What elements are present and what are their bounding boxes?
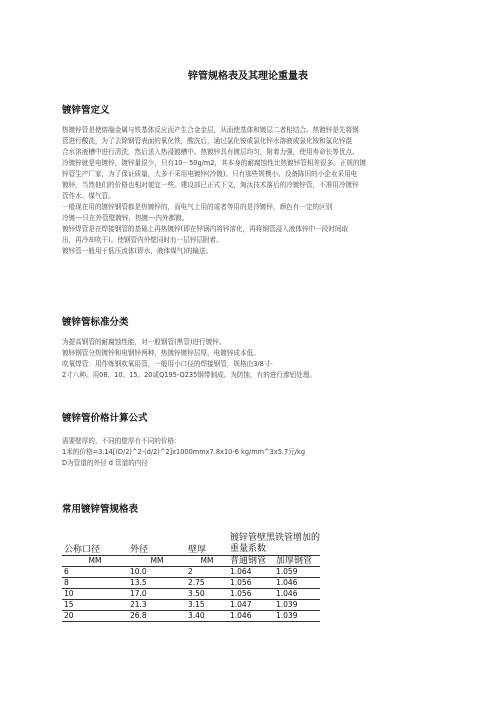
cell-thick: 1.039 [274,600,320,611]
table-unit-row [62,556,320,567]
text-line: 冷镀---只在外管壁镀锌，热镀---内外都镀。 [62,214,189,222]
text-line: 镀锌管一般用于低压流体(即水，液体煤气)的输送。 [62,247,213,255]
section-heading-spec-table: 常用镀锌管规格表 [62,504,139,515]
text-line: 1米的价格=3.14[(D/2)^2-(d/2)^2]x1000mmx7.8x10-6 kg/mm^3x5.7元/kg [62,448,306,456]
text-line: 合水溶液槽中进行清洗，然后送入热浸镀槽中。热镀锌具有镀层均匀，附着力强，使用寿命长等优点。 [62,148,359,156]
text-line: 镀锌，当然他们的价格也相对便宜一些。建设部已正式下文，淘汰技术落后的冷镀锌管，不准用冷镀锌 [62,181,359,189]
spec-table [62,533,320,622]
text-line: 一般现在用的镀锌钢管都是热镀锌的，而电气上用的或者等用的是冷镀锌，颜色有一定的区别 [62,203,333,211]
text-line: 镀锌焊管是在焊接钢管的基础上再热镀锌(即在锌锅内将锌溶化，再将钢管浸入液体锌中一段时间取 [62,225,349,233]
text-line: 管进行酸洗，为了去除钢管表面的氧化铁，酸洗后，通过氯化铵或氯化锌水溶液或氯化铵和氯化锌混 [62,137,353,145]
header-weight-coefficient: 镀锌管壁黑铁管增加的重量系数 [230,533,321,554]
cell-nominal: 10 [62,589,128,600]
header-thick-pipe: 加厚钢管 [274,556,320,567]
page-title: 锌管规格表及其理论重量表 [188,71,308,82]
unit-cell: MM [62,556,128,567]
cell-outer: 21.3 [128,600,186,611]
text-line: 冷镀锌就是电镀锌，镀锌量很少，只有10－50g/m2，其本身的耐腐蚀性比热镀锌管相差很多。正规的镀 [62,159,367,167]
unit-cell: MM [128,556,186,567]
unit-cell: MM [186,556,228,567]
cell-thick: 1.046 [274,578,320,589]
text-line: 热镀锌管是使熔融金属与铁基体反应而产生合金金层，从而使基体和镀层二者相结合。热镀锌是先将钢 [62,126,359,134]
cell-nominal: 6 [62,567,128,578]
text-line: 镀锌钢管分热镀锌和电钢锌两种，热镀锌镀锌层厚，电镀锌成本低。 [62,349,260,357]
text-line: D为管道的外径 d 管道的内径 [62,459,148,467]
cell-normal: 1.047 [228,600,274,611]
header-normal-pipe: 普通钢管 [228,556,274,567]
header-outer-diameter: 外径 [128,533,186,556]
text-line: 管作水、煤气管。 [62,192,115,200]
table-row [62,567,320,578]
cell-nominal: 15 [62,600,128,611]
text-line: 2寸八种。用08、10、15、20或Q195-Q235钢带制成。为防蚀，有的进行渗铝处理。 [62,371,316,379]
section-body-standard [62,337,438,381]
cell-wall: 3.50 [186,589,228,600]
cell-normal: 1.056 [228,589,274,600]
header-wall-thickness: 壁厚 [186,533,228,556]
cell-normal: 1.064 [228,567,274,578]
header-nominal-diameter: 公称口径 [62,533,128,556]
table-row [62,589,320,600]
cell-wall: 2 [186,567,228,578]
cell-thick: 1.046 [274,589,320,600]
cell-wall: 3.40 [186,611,228,622]
text-line: 需要壁厚的，不同的壁厚有不同的价格： [62,437,181,445]
section-body-price [62,436,438,469]
cell-outer: 17.0 [128,589,186,600]
cell-normal: 1.056 [228,578,274,589]
cell-wall: 3.15 [186,600,228,611]
table-header-row [62,533,320,556]
text-line: 为提高钢管的耐腐蚀性能，对一般钢管(黑管)进行镀锌。 [62,338,226,346]
table-row [62,611,320,622]
text-line: 吹氧焊管：用作炼钢吹氧用管，一般用小口径的焊接钢管，规格由3/8寸- [62,360,273,368]
cell-outer: 13.5 [128,578,186,589]
cell-nominal: 20 [62,611,128,622]
table-row [62,600,320,611]
cell-thick: 1.059 [274,567,320,578]
table-row [62,578,320,589]
cell-wall: 2.75 [186,578,228,589]
cell-normal: 1.046 [228,611,274,622]
cell-outer: 26.8 [128,611,186,622]
section-heading-price: 镀锌管价格计算公式 [62,413,148,424]
text-line: 锌管生产厂家，为了保证质量，大多不采用电镀锌(冷镀)。只有那些规模小、设备陈旧的小企业采用电 [62,170,358,178]
cell-outer: 10.0 [128,567,186,578]
cell-thick: 1.039 [274,611,320,622]
section-heading-definition: 镀锌管定义 [62,105,110,116]
section-heading-standard: 镀锌管标准分类 [62,317,129,328]
text-line: 出，再冷却吹干)。使钢管内外壁同时有一层锌层附着。 [62,236,223,244]
cell-nominal: 8 [62,578,128,589]
section-body-definition [62,125,438,257]
